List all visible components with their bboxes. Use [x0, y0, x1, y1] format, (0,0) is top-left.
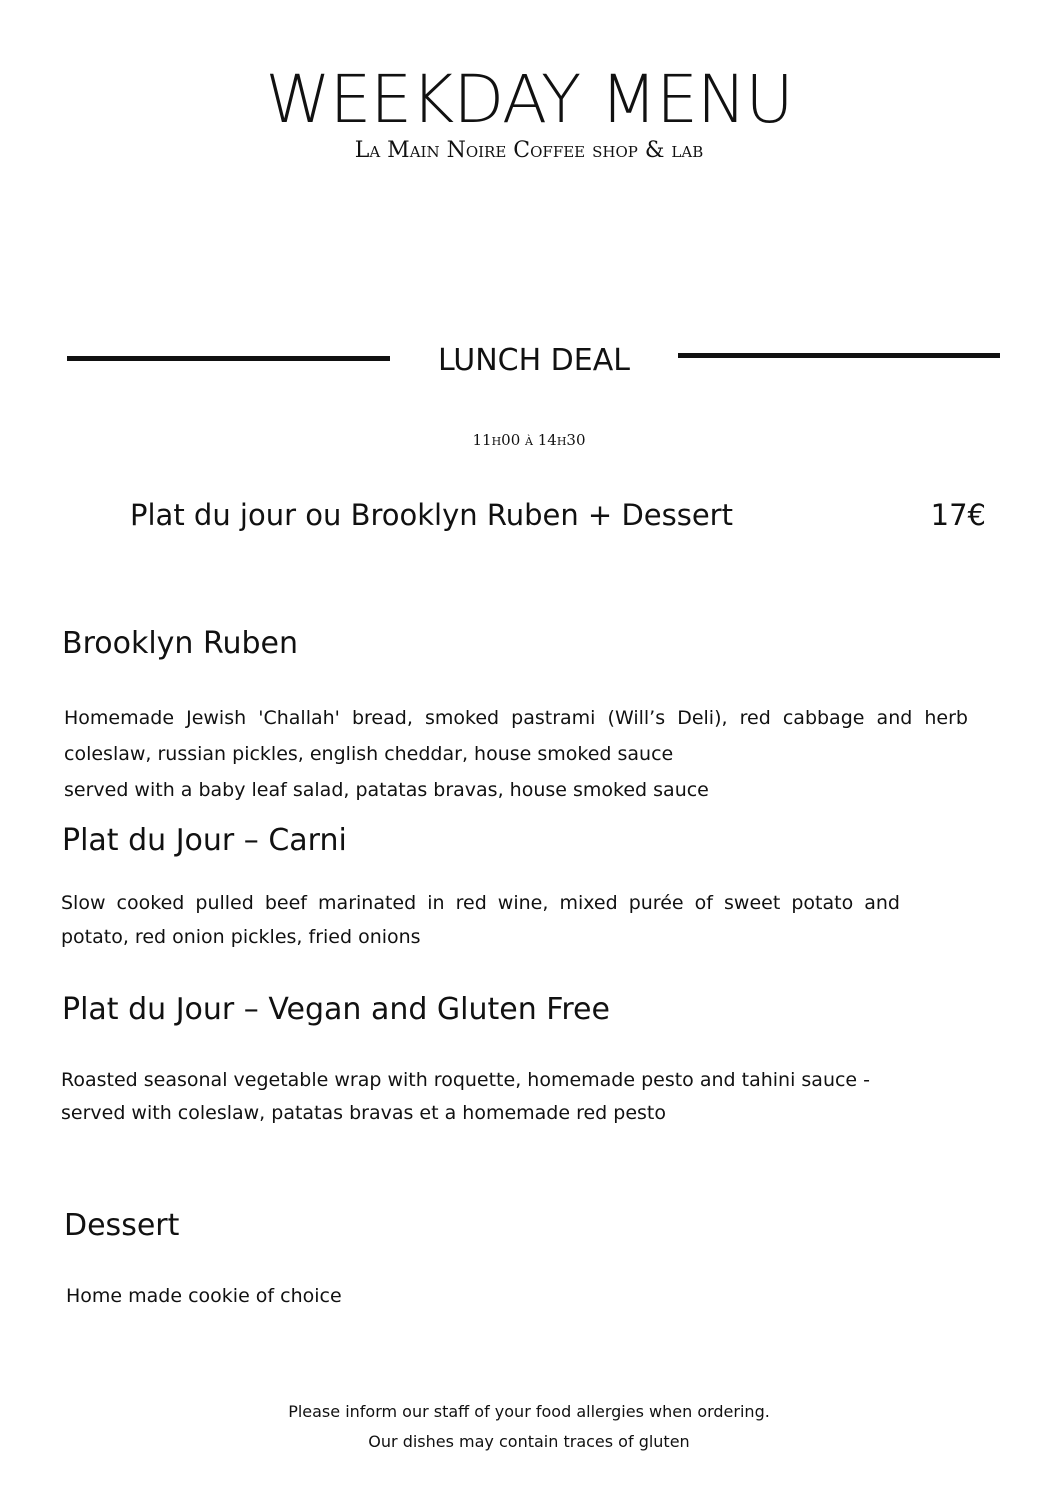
description-line: potato, red onion pickles, fried onions — [61, 926, 421, 948]
description-line: Homemade Jewish 'Challah' bread, smoked pastrami (Will’s Deli), red cabbage and herb — [64, 707, 968, 729]
lunch-deal-offer: Plat du jour ou Brooklyn Ruben + Dessert — [130, 498, 733, 532]
gluten-notice: Our dishes may contain traces of gluten — [368, 1432, 690, 1451]
item-description-plat-du-jour-carni — [61, 886, 900, 954]
description-line: Slow cooked pulled beef marinated in red wine, mixed purée of sweet potato and — [61, 892, 900, 914]
shop-name: La Main Noire Coffee shop & lab — [354, 138, 704, 163]
left-divider-rule — [67, 356, 390, 361]
description-line: served with coleslaw, patatas bravas et a homemade red pesto — [61, 1102, 667, 1124]
right-divider-rule — [678, 353, 1000, 358]
item-description-plat-du-jour-vegan — [61, 1064, 941, 1130]
item-description-brooklyn-ruben — [64, 700, 968, 808]
item-name-plat-du-jour-carni: Plat du Jour – Carni — [62, 823, 347, 858]
description-line: served with a baby leaf salad, patatas bravas, house smoked sauce — [64, 779, 709, 801]
item-name-dessert: Dessert — [64, 1208, 180, 1243]
description-line: coleslaw, russian pickles, english cheddar, house smoked sauce — [64, 743, 674, 765]
item-name-brooklyn-ruben: Brooklyn Ruben — [62, 626, 299, 661]
lunch-deal-price: 17€ — [930, 498, 986, 532]
lunch-hours: 11h00 à 14h30 — [472, 431, 586, 449]
item-description-dessert — [66, 1280, 666, 1312]
description-line: Roasted seasonal vegetable wrap with roquette, homemade pesto and tahini sauce - — [61, 1069, 871, 1091]
allergy-notice: Please inform our staff of your food allergies when ordering. — [288, 1402, 770, 1421]
section-title-lunch-deal: LUNCH DEAL — [438, 343, 630, 378]
description-line: Home made cookie of choice — [66, 1285, 342, 1307]
menu-title: WEEKDAY MENU — [265, 61, 793, 138]
item-name-plat-du-jour-vegan: Plat du Jour – Vegan and Gluten Free — [62, 992, 610, 1027]
